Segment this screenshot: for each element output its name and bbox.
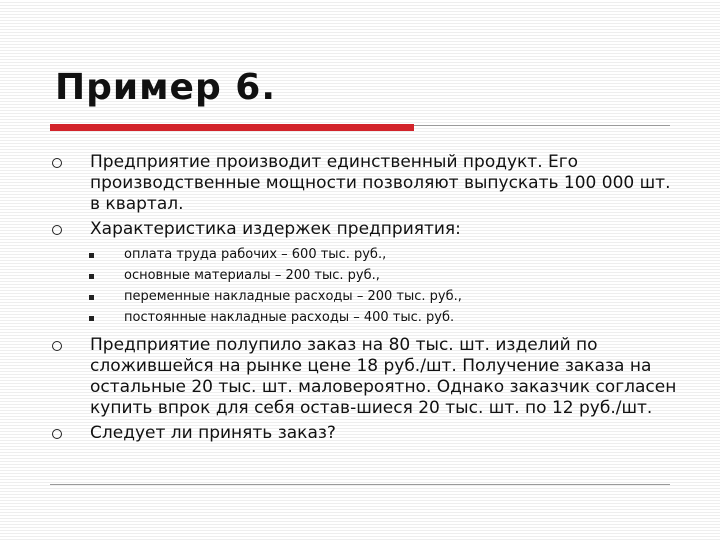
hollow-circle-bullet-icon xyxy=(52,225,62,235)
slide-content xyxy=(50,152,680,444)
hollow-circle-bullet-icon xyxy=(52,158,62,168)
sub-bullet-text: оплата труда рабочих – 600 тыс. руб., xyxy=(124,247,387,262)
square-bullet-icon xyxy=(89,316,94,321)
sub-bullet-text: переменные накладные расходы – 200 тыс. руб., xyxy=(124,289,462,304)
sub-bullet-text: основные материалы – 200 тыс. руб., xyxy=(124,268,380,283)
bullet-item xyxy=(50,219,680,240)
title-accent-bar xyxy=(50,124,414,131)
sub-bullet-item xyxy=(50,265,680,286)
slide-title: Пример 6. xyxy=(55,67,276,108)
sub-bullet-item xyxy=(50,244,680,265)
title-divider-line xyxy=(414,125,670,126)
sub-bullet-text: постоянные накладные расходы – 400 тыс. руб. xyxy=(124,310,455,325)
bullet-text: Следует ли принять заказ? xyxy=(90,423,336,443)
sub-bullet-item xyxy=(50,307,680,328)
square-bullet-icon xyxy=(89,274,94,279)
bullet-text: Предприятие производит единственный продукт. Его производственные мощности позволяют выпускать 100 000 шт. в квартал. xyxy=(90,152,671,214)
bullet-item xyxy=(50,335,680,419)
hollow-circle-bullet-icon xyxy=(52,429,62,439)
bullet-text: Характеристика издержек предприятия: xyxy=(90,219,461,239)
bullet-item xyxy=(50,423,680,444)
hollow-circle-bullet-icon xyxy=(52,341,62,351)
bullet-item xyxy=(50,152,680,215)
bullet-text: Предприятие полупило заказ на 80 тыс. шт. изделий по сложившейся на рынке цене 18 руб./шт. Получение заказа на остальные 20 тыс. шт. маловероятно. Однако заказчик согласен купить впрок для себя остав-шиеся 20 тыс. шт. по 12 руб./шт. xyxy=(90,335,677,418)
bottom-divider-line xyxy=(50,484,670,485)
square-bullet-icon xyxy=(89,253,94,258)
square-bullet-icon xyxy=(89,295,94,300)
sub-bullet-item xyxy=(50,286,680,307)
